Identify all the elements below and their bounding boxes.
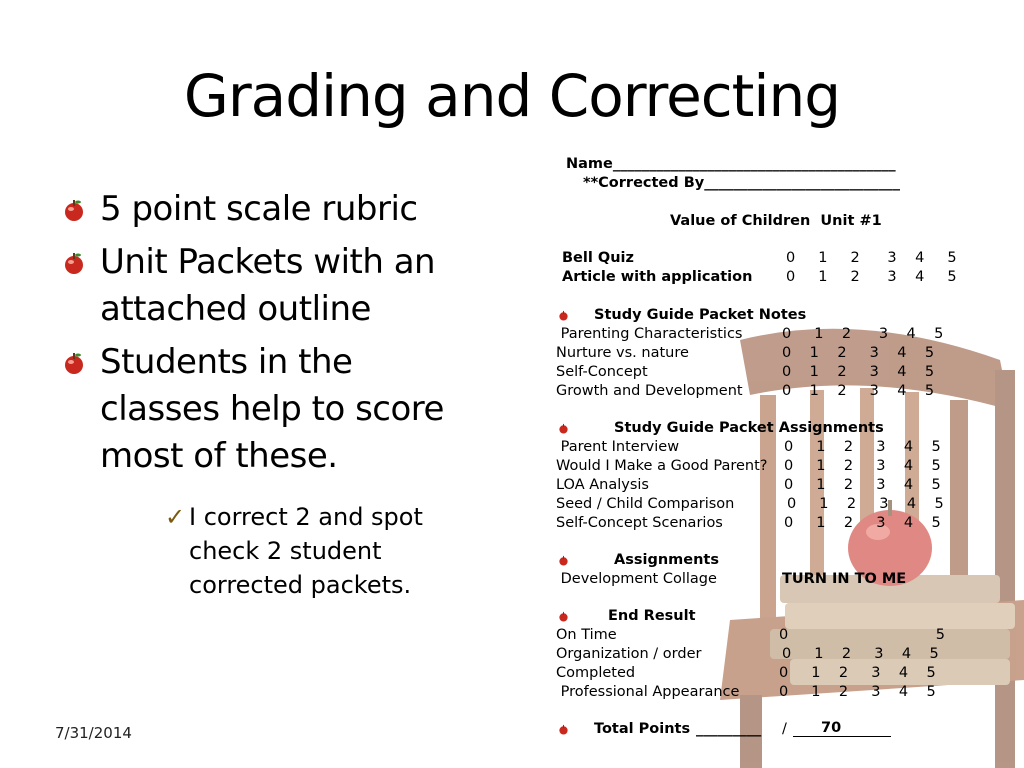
total-points-label: Total Points [594, 721, 691, 737]
bullet-item [60, 339, 480, 480]
rubric-item-label: Article with application [562, 269, 753, 285]
rubric-item-scores: 0 1 2 3 4 5 [782, 326, 944, 342]
rubric-item-label: Self-Concept Scenarios [556, 515, 723, 531]
rubric-item-scores: 0 5 [779, 627, 945, 643]
rubric-item-scores: 0 1 2 3 4 5 [786, 250, 957, 266]
rubric-item-label: Would I Make a Good Parent? [556, 458, 768, 474]
bullet-item [60, 186, 480, 233]
rubric-item-label: Parent Interview [556, 439, 680, 455]
rubric-item-label: Growth and Development [556, 383, 743, 399]
bullet-list [60, 186, 480, 486]
rubric-item-label: Organization / order [556, 646, 702, 662]
corrected-by-line: **Corrected By___________________________ [583, 175, 900, 191]
slide-date: 7/31/2014 [55, 724, 132, 742]
bullet-text: Unit Packets with an attached outline [100, 242, 436, 329]
apple-bullet-icon [558, 423, 569, 434]
apple-bullet-icon [558, 555, 569, 566]
apple-bullet-icon [62, 198, 86, 222]
rubric-item-label: Bell Quiz [562, 250, 634, 266]
section-heading: Assignments [614, 552, 719, 568]
rubric-item-label: Parenting Characteristics [556, 326, 743, 342]
rubric-item-scores: 0 1 2 3 4 5 [786, 269, 957, 285]
rubric-item-label: LOA Analysis [556, 477, 649, 493]
rubric-item-label: Seed / Child Comparison [556, 496, 735, 512]
rubric-item-scores: 0 1 2 3 4 5 [784, 439, 941, 455]
rubric-item-label: Nurture vs. nature [556, 345, 689, 361]
checkmark-icon: ✓ [165, 503, 186, 531]
rubric-item-label: Self-Concept [556, 364, 648, 380]
apple-bullet-icon [558, 310, 569, 321]
bullet-text: 5 point scale rubric [100, 189, 418, 229]
rubric-item-label: Professional Appearance [556, 684, 740, 700]
apple-bullet-icon [558, 724, 569, 735]
apple-bullet-icon [62, 251, 86, 275]
rubric-item-scores: 0 1 2 3 4 5 [782, 345, 935, 361]
section-heading: End Result [608, 608, 696, 624]
sub-bullet-text: I correct 2 and spot check 2 student corrected packets. [189, 503, 423, 599]
total-points-value: 70 [793, 720, 891, 737]
rubric-item-scores: 0 1 2 3 4 5 [782, 383, 935, 399]
rubric-item-label: Development Collage [556, 571, 717, 587]
sub-bullet [165, 500, 479, 602]
rubric-item-scores: 0 1 2 3 4 5 [787, 496, 944, 512]
slide-title: Grading and Correcting [183, 62, 841, 130]
total-slash: / [782, 721, 787, 737]
rubric-item-scores: 0 1 2 3 4 5 [779, 684, 936, 700]
rubric-item-scores: 0 1 2 3 4 5 [784, 515, 941, 531]
bullet-text: Students in the classes help to score most of these. [100, 342, 444, 476]
section-heading: Study Guide Packet Notes [594, 307, 807, 323]
unit-title: Value of Children Unit #1 [670, 213, 882, 229]
total-points-blank: _________ [696, 721, 762, 737]
apple-bullet-icon [558, 611, 569, 622]
turn-in-label: TURN IN TO ME [782, 571, 907, 587]
apple-bullet-icon [62, 351, 86, 375]
rubric-item-scores: 0 1 2 3 4 5 [779, 665, 936, 681]
rubric-item-scores: 0 1 2 3 4 5 [784, 477, 941, 493]
rubric-item-label: Completed [556, 665, 636, 681]
rubric-item-scores: 0 1 2 3 4 5 [784, 458, 941, 474]
rubric-item-label: On Time [556, 627, 617, 643]
section-heading: Study Guide Packet Assignments [614, 420, 884, 436]
bullet-item [60, 239, 480, 333]
rubric-item-scores: 0 1 2 3 4 5 [782, 364, 935, 380]
name-line: Name_______________________________________ [566, 156, 896, 172]
rubric-item-scores: 0 1 2 3 4 5 [782, 646, 939, 662]
